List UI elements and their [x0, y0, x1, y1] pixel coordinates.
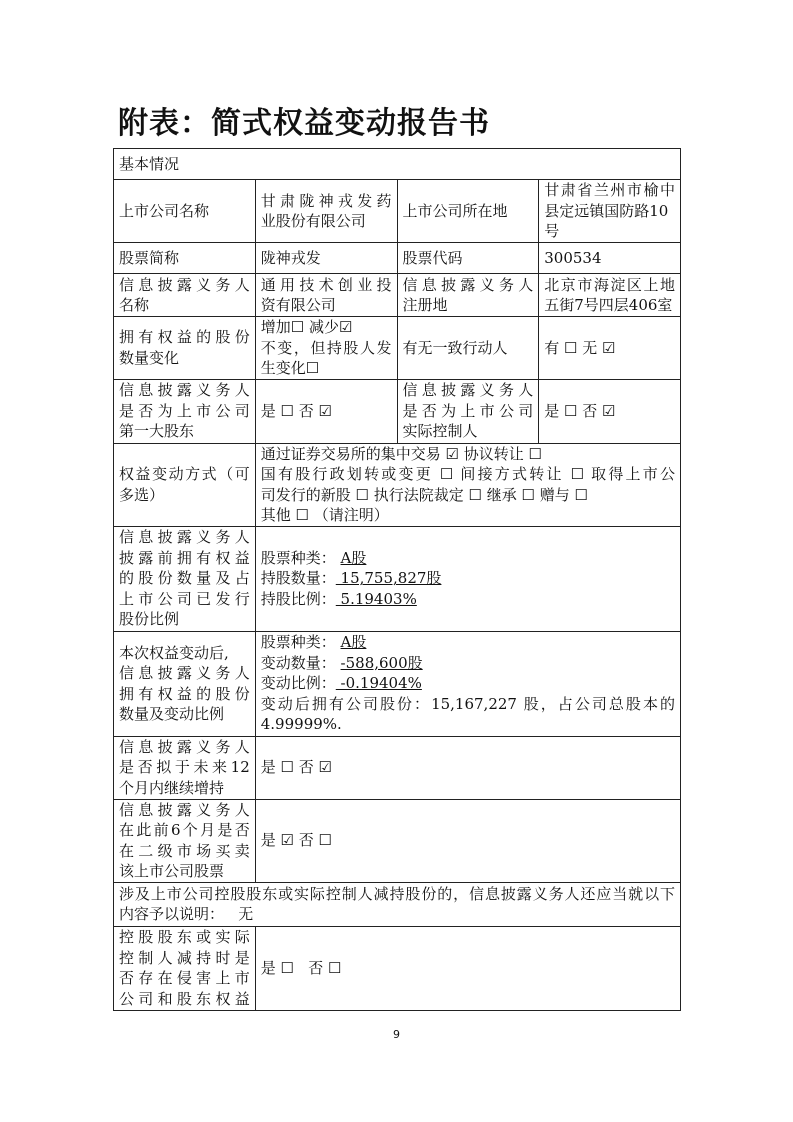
text-line: 信息披露义务人	[119, 381, 250, 400]
text-line: 控制人减持时是	[119, 948, 250, 967]
text-line: 实际控制人	[402, 422, 478, 441]
text-line: 涉及上市公司控股股东或实际控制人减持股份的，信息披露义务人还应当就以下	[119, 884, 675, 903]
change-quantity-line	[261, 653, 675, 674]
text-line: 本次权益变动后,	[119, 643, 229, 662]
stock-type-value: A股	[340, 548, 367, 567]
label-stock-code: 股票代码	[397, 243, 539, 274]
text-line: 控股股东或实际	[119, 928, 250, 946]
change-method-row	[114, 443, 681, 526]
label-stock-abbr: 股票简称	[114, 243, 256, 274]
field-label: 持股比例：	[260, 589, 336, 608]
shareholder-row	[114, 379, 681, 443]
obligor-row	[114, 274, 681, 317]
value-after-holding	[255, 631, 680, 736]
stock-row	[114, 243, 681, 274]
value-share-change	[255, 317, 397, 380]
section-row	[114, 149, 681, 180]
field-label: 持股数量：	[260, 569, 336, 588]
text-line: 公司和股东权益	[119, 989, 250, 1008]
change-quantity-value: -588,600股	[340, 653, 423, 672]
text-line: 在此前6个月是否	[119, 821, 250, 839]
text-line: 县定远镇国防路10	[544, 201, 669, 220]
text-line: 内容予以说明： 无	[119, 905, 254, 923]
text-line: 上市公司已发行	[119, 589, 250, 608]
label-largest-shareholder	[114, 379, 256, 443]
text-line: 通用技术创业投	[260, 275, 392, 294]
text-line: 信息披露义务人	[119, 800, 250, 819]
label-obligor-address	[397, 274, 539, 317]
value-before-holding	[255, 526, 680, 631]
text-line: 否存在侵害上市	[119, 969, 250, 987]
text-line: 资有限公司	[260, 296, 336, 314]
company-name-row	[114, 180, 681, 243]
text-line: 是否为上市公司	[402, 401, 534, 420]
text-line: 是否拟于未来12	[119, 758, 250, 777]
text-line: 其他 ☐ （请注明）	[260, 506, 389, 524]
text-line: 五街7号四层406室	[544, 296, 673, 314]
text-line: 甘肃省兰州市榆中	[544, 181, 675, 200]
text-line: 该上市公司股票	[119, 862, 225, 880]
value-actual-controller: 是 ☐ 否 ☑	[539, 379, 681, 443]
text-line: 甘肃陇神戎发药	[260, 191, 392, 210]
text-line: 个月内继续增持	[119, 778, 225, 797]
label-prior-trading	[114, 799, 256, 882]
text-line: 披露前拥有权益	[119, 548, 250, 567]
label-actual-controller	[397, 379, 539, 443]
ratio-value: 5.19403%	[335, 589, 417, 608]
share-change-row	[114, 317, 681, 380]
page-title: 附表：简式权益变动报告书	[118, 106, 490, 141]
text-line: 多选）	[119, 485, 165, 504]
label-company-location: 上市公司所在地	[397, 180, 539, 243]
label-change-method	[114, 443, 256, 526]
value-change-method	[255, 443, 680, 526]
field-label: 股票种类：	[260, 548, 336, 567]
text-line: 北京市海淀区上地	[544, 275, 675, 294]
text-line: 不变，但持股人发	[260, 338, 392, 357]
value-infringement: 是 ☐ 否 ☐	[255, 926, 680, 1010]
stock-type-line	[261, 632, 675, 653]
text-line: 名称	[119, 296, 150, 314]
text-line: 信息披露义务人	[119, 664, 250, 682]
stock-type-value: A股	[340, 633, 367, 652]
text-line: 注册地	[402, 296, 448, 314]
page-number: 9	[393, 1028, 400, 1041]
text-line: 股份比例	[119, 610, 180, 629]
controller-note	[114, 882, 681, 926]
text-line: 信息披露义务人	[119, 737, 250, 756]
text-line: 通过证券交易所的集中交易 ☑ 协议转让 ☐	[260, 444, 542, 463]
text-line: 第一大股东	[119, 422, 195, 441]
after-holding-text: 4.99999%.	[260, 715, 342, 734]
value-obligor-address	[539, 274, 681, 317]
label-company-name: 上市公司名称	[114, 180, 256, 243]
value-prior-trading: 是 ☑ 否 ☐	[255, 799, 680, 882]
value-future-increase: 是 ☐ 否 ☑	[255, 736, 680, 799]
stock-type-line	[261, 548, 675, 569]
text-line: 数量及变动比例	[119, 705, 225, 723]
change-ratio-value: -0.19404%	[335, 674, 422, 693]
value-stock-code: 300534	[539, 243, 681, 274]
value-largest-shareholder: 是 ☐ 否 ☑	[255, 379, 397, 443]
field-label: 股票种类：	[260, 633, 336, 652]
quantity-line	[261, 568, 675, 589]
checkbox-line: 增加☐ 减少☑	[260, 318, 353, 336]
ratio-line	[261, 589, 675, 610]
text-line: 拥有权益的股份	[119, 328, 250, 347]
equity-change-table	[113, 148, 681, 1011]
field-label: 变动数量：	[260, 653, 336, 672]
text-line: 号	[544, 222, 560, 241]
text-line: 信息披露义务人	[402, 275, 534, 294]
value-company-name	[255, 180, 397, 243]
text-line: 司发行的新股 ☐ 执行法院裁定 ☐ 继承 ☐ 赠与 ☐	[260, 485, 588, 504]
change-ratio-line	[261, 673, 675, 694]
value-stock-abbr: 陇神戎发	[255, 243, 397, 274]
text-line: 是否为上市公司	[119, 401, 250, 420]
section-header: 基本情况	[114, 149, 681, 180]
text-line: 信息披露义务人	[402, 381, 534, 400]
label-before-holding	[114, 526, 256, 631]
future-increase-row	[114, 736, 681, 799]
value-company-location	[539, 180, 681, 243]
label-future-increase	[114, 736, 256, 799]
text-line: 的股份数量及占	[119, 569, 250, 588]
after-holding-row	[114, 631, 681, 736]
label-infringement	[114, 926, 256, 1010]
after-holding-text: 变动后拥有公司股份：15,167,227 股，占公司总股本的	[260, 694, 675, 713]
before-holding-row	[114, 526, 681, 631]
quantity-value: 15,755,827股	[335, 569, 442, 588]
text-line: 信息披露义务人	[119, 275, 250, 294]
controller-note-row	[114, 882, 681, 926]
text-line: 国有股行政划转或变更 ☐ 间接方式转让 ☐ 取得上市公	[260, 465, 675, 483]
prior-trading-row	[114, 799, 681, 882]
checkbox-line: 生变化☐	[260, 359, 320, 377]
infringement-row	[114, 926, 681, 1010]
field-label: 变动比例：	[260, 674, 336, 693]
value-obligor-name	[255, 274, 397, 317]
value-concert-party: 有 ☐ 无 ☑	[539, 317, 681, 380]
label-share-change	[114, 317, 256, 380]
label-concert-party: 有无一致行动人	[397, 317, 539, 380]
label-obligor-name	[114, 274, 256, 317]
text-line: 拥有权益的股份	[119, 684, 250, 703]
text-line: 数量变化	[119, 348, 180, 367]
label-after-holding	[114, 631, 256, 736]
text-line: 信息披露义务人	[119, 528, 250, 547]
text-line: 在二级市场买卖	[119, 841, 250, 860]
text-line: 权益变动方式（可	[119, 465, 250, 483]
text-line: 业股份有限公司	[260, 212, 366, 230]
